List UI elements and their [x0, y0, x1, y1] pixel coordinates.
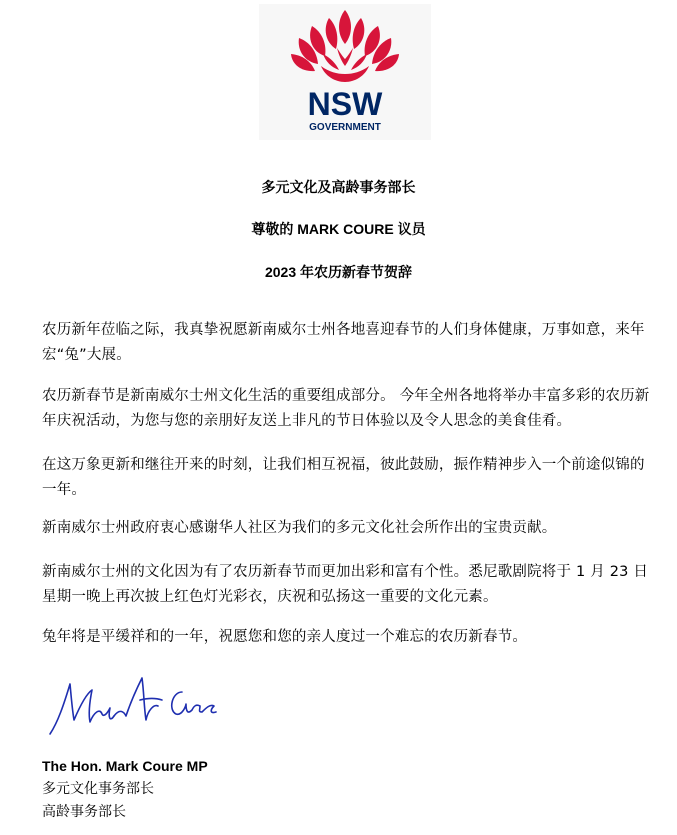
paragraph-opera-house: 新南威尔士州的文化因为有了农历新春节而更加出彩和富有个性。悉尼歌剧院将于 1 月 23 日星期一晚上再次披上红色灯光彩衣，庆祝和弘扬这一重要的文化元素。 [42, 564, 649, 605]
paragraph-greeting: 农历新年莅临之际，我真挚祝愿新南威尔士州各地喜迎春节的人们身体健康，万事如意，来年宏“兔”大展。 [42, 322, 645, 363]
waratah-emblem-icon [259, 4, 431, 140]
ministry-title: 多元文化及高龄事务部长 [261, 179, 416, 195]
nsw-government-logo [259, 4, 431, 140]
paragraph-closing: 兔年将是平缓祥和的一年，祝愿您和您的亲人度过一个难忘的农历新春节。 [42, 629, 528, 645]
paragraph-culture: 农历新春节是新南威尔士州文化生活的重要组成部分。 今年全州各地将举办丰富多彩的农历新年庆祝活动，为您与您的亲朋好友送上非凡的节日体验以及令人思念的美食佳肴。 [42, 388, 650, 429]
signatory-role-seniors: 高龄事务部长 [42, 804, 126, 820]
signatory-role-multicultural: 多元文化事务部长 [42, 781, 154, 797]
message-title: 2023 年农历新春节贺辞 [264, 264, 413, 280]
svg-text:NSW: NSW [307, 86, 383, 122]
paragraph-thanks: 新南威尔士州政府衷心感谢华人社区为我们的多元文化社会所作出的宝贵贡献。 [42, 520, 557, 536]
svg-text:GOVERNMENT: GOVERNMENT [309, 122, 381, 133]
sign-off [42, 755, 208, 824]
signatory-name: The Hon. Mark Coure MP [42, 758, 208, 774]
paragraph-blessing: 在这万象更新和继往开来的时刻，让我们相互祝福，彼此鼓励，振作精神步入一个前途似锦的一年。 [42, 457, 645, 498]
minister-name: 尊敬的 MARK COURE 议员 [251, 221, 426, 237]
handwritten-signature [44, 664, 224, 746]
